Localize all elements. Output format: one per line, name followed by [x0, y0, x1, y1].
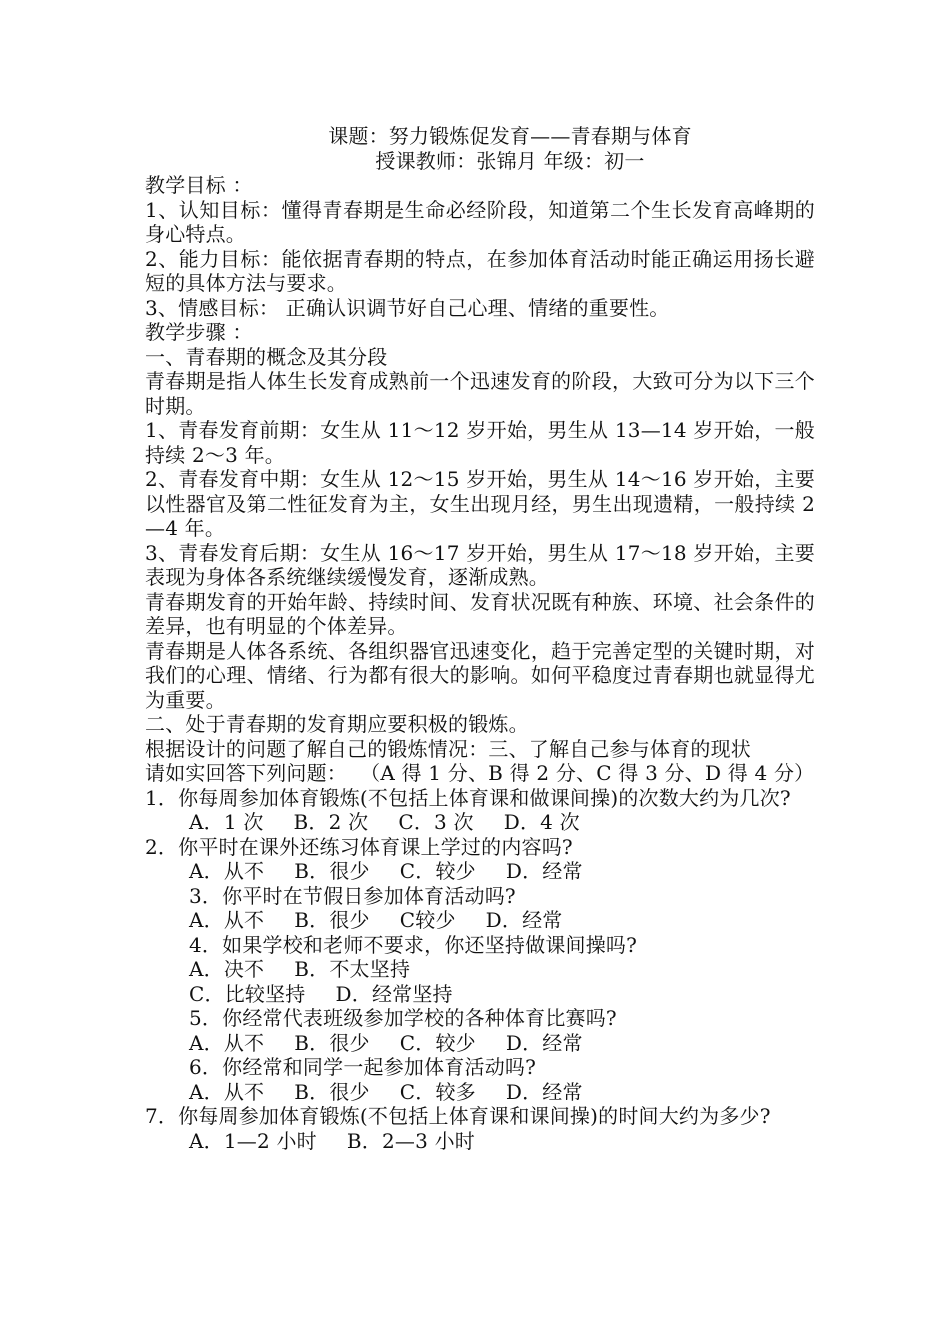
- answer-option: D．经常: [485, 908, 563, 932]
- steps-heading: 教学步骤 ：: [145, 320, 253, 344]
- answer-option: B．很少: [294, 1079, 370, 1104]
- survey-question: [145, 1104, 815, 1153]
- answer-options: [145, 957, 815, 982]
- question-text: 2．你平时在课外还练习体育课上学过的内容吗?: [145, 834, 573, 859]
- answer-option: C．3 次: [398, 810, 474, 834]
- answer-option: D．经常: [505, 859, 583, 883]
- goal-item: 3、情感目标： 正确认识调节好自己心理、情绪的重要性。: [145, 295, 670, 320]
- answer-option: B．很少: [294, 859, 370, 883]
- survey-question: [145, 933, 815, 1007]
- answer-options: [145, 982, 815, 1007]
- answer-option: C．较少: [399, 1030, 476, 1055]
- survey-question: [145, 884, 815, 933]
- question-text: 3．你平时在节假日参加体育活动吗?: [189, 883, 516, 908]
- answer-option: C．较少: [399, 859, 476, 883]
- survey-question: [145, 835, 815, 884]
- answer-option: A．从不: [189, 859, 265, 883]
- survey-scoring-note: 请如实回答下列问题： （A 得 1 分、B 得 2 分、C 得 3 分、D 得 4 分）: [145, 761, 815, 785]
- section-heading: 二、处于青春期的发育期应要积极的锻炼。: [145, 712, 529, 736]
- answer-option: A．1—2 小时: [189, 1128, 317, 1153]
- goal-item: 1、认知目标：懂得青春期是生命必经阶段，知道第二个生长发育高峰期的身心特点。: [145, 197, 815, 246]
- paragraph: 青春期是人体各系统、各组织器官迅速变化，趋于完善定型的关键时期，对我们的心理、情绪、行为都有很大的影响。如何平稳度过青春期也就显得尤为重要。: [145, 638, 815, 712]
- lesson-title: 课题：努力锻炼促发育——青春期与体育: [328, 124, 692, 148]
- goals-list: [145, 198, 815, 321]
- answer-options: [145, 908, 815, 933]
- answer-option: A．从不: [189, 908, 265, 932]
- answer-option: B．不太坚持: [294, 957, 411, 981]
- answer-options: [145, 859, 815, 884]
- question-text: 7．你每周参加体育锻炼(不包括上体育课和课间操)的时间大约为多少?: [145, 1104, 771, 1128]
- question-text: 5．你经常代表班级参加学校的各种体育比赛吗?: [189, 1006, 617, 1030]
- answer-option: C．比较坚持: [189, 981, 306, 1006]
- teacher-grade-line: 授课教师：张锦月 年级：初一: [375, 148, 645, 173]
- paragraph: 3、青春发育后期：女生从 16～17 岁开始，男生从 17～18 岁开始，主要表现为身体各系统继续缓慢发育，逐渐成熟。: [145, 540, 815, 589]
- goal-item: 2、能力目标：能依据青春期的特点，在参加体育活动时能正确运用扬长避短的具体方法与要求。: [145, 246, 815, 295]
- answer-option: B．2 次: [293, 810, 369, 834]
- paragraph: 青春期是指人体生长发育成熟前一个迅速发育的阶段，大致可分为以下三个时期。: [145, 369, 815, 418]
- survey-question: [145, 1006, 815, 1055]
- answer-option: D．经常: [505, 1079, 583, 1104]
- goals-heading: 教学目标 ：: [145, 173, 253, 197]
- answer-option: A．决不: [189, 957, 265, 981]
- answer-option: B．2—3 小时: [346, 1128, 475, 1153]
- answer-option: D．经常坚持: [335, 981, 453, 1006]
- survey-question: [145, 786, 815, 835]
- paragraph: 青春期发育的开始年龄、持续时间、发育状况既有种族、环境、社会条件的差异，也有明显的个体差异。: [145, 589, 815, 638]
- section1-paragraphs: [145, 369, 815, 712]
- survey-question: [145, 1055, 815, 1104]
- answer-option: A．从不: [189, 1079, 265, 1104]
- paragraph: 1、青春发育前期：女生从 11～12 岁开始，男生从 13—14 岁开始，一般持续 2～3 年。: [145, 418, 815, 467]
- question-text: 4．如果学校和老师不要求，你还坚持做课间操吗?: [189, 932, 638, 957]
- document-body: [145, 124, 815, 1153]
- question-text: 6．你经常和同学一起参加体育活动吗?: [189, 1055, 537, 1079]
- answer-option: A．1 次: [189, 810, 264, 834]
- answer-option: C．较多: [399, 1079, 476, 1104]
- survey-intro: 根据设计的问题了解自己的锻炼情况：三、了解自己参与体育的现状: [145, 736, 751, 761]
- answer-options: [145, 1080, 815, 1105]
- answer-option: C较少: [399, 908, 456, 932]
- answer-options: [145, 1129, 815, 1154]
- survey-questions: [145, 786, 815, 1154]
- paragraph: 2、青春发育中期：女生从 12～15 岁开始，男生从 14～16 岁开始，主要以性器官及第二性征发育为主，女生出现月经，男生出现遗精，一般持续 2—4 年。: [145, 467, 815, 540]
- answer-option: A．从不: [189, 1030, 265, 1055]
- answer-options: [145, 1031, 815, 1056]
- section-heading: 一、青春期的概念及其分段: [145, 344, 388, 369]
- answer-option: B．很少: [294, 908, 370, 932]
- answer-options: [145, 810, 815, 835]
- answer-option: D．4 次: [503, 810, 580, 834]
- question-text: 1．你每周参加体育锻炼(不包括上体育课和做课间操)的次数大约为几次?: [145, 785, 791, 810]
- answer-option: D．经常: [505, 1030, 583, 1055]
- answer-option: B．很少: [294, 1030, 370, 1055]
